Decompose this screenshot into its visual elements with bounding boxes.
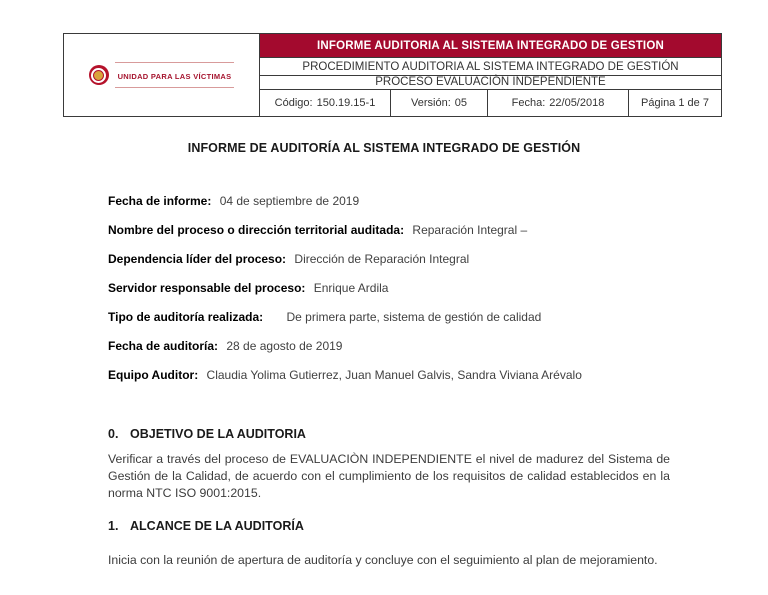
section-1-body: Inicia con la reunión de apertura de auditoría y concluye con el seguimiento al plan de mejoramiento. xyxy=(108,553,658,567)
codigo-value: 150.19.15-1 xyxy=(316,97,376,109)
field-value: De primera parte, sistema de gestión de calidad xyxy=(286,310,542,324)
field-servidor-responsable xyxy=(108,282,670,295)
header-right-section xyxy=(260,34,721,116)
field-value: 04 de septiembre de 2019 xyxy=(219,194,360,208)
procedimiento-row: PROCEDIMIENTO AUDITORIA AL SISTEMA INTEGRADO DE GESTIÓN xyxy=(260,58,721,76)
unidad-victimas-emblem-icon xyxy=(89,65,109,85)
field-label: Fecha de auditoría: xyxy=(108,339,219,353)
document-title: INFORME DE AUDITORÍA AL SISTEMA INTEGRADO DE GESTIÓN xyxy=(187,141,581,155)
header-table xyxy=(63,33,722,117)
field-dependencia-lider xyxy=(108,253,670,266)
brand-lockup xyxy=(115,62,235,88)
field-value: Dirección de Reparación Integral xyxy=(294,252,470,266)
codigo-label: Código: xyxy=(274,97,313,109)
section-0-heading xyxy=(108,427,306,441)
field-value: Claudia Yolima Gutierrez, Juan Manuel Galvis, Sandra Viviana Arévalo xyxy=(206,368,582,382)
field-tipo-auditoria xyxy=(108,311,670,324)
field-equipo-auditor xyxy=(108,369,670,382)
version-value: 05 xyxy=(454,97,467,109)
field-label: Tipo de auditoría realizada: xyxy=(108,310,264,324)
field-fecha-informe xyxy=(108,195,670,208)
section-1-heading xyxy=(108,519,304,533)
report-banner: INFORME AUDITORIA AL SISTEMA INTEGRADO DE GESTION xyxy=(260,34,721,58)
fecha-value: 22/05/2018 xyxy=(549,97,605,109)
section-title: ALCANCE DE LA AUDITORÍA xyxy=(130,519,304,533)
version-label: Versión: xyxy=(411,97,451,109)
pagina-cell xyxy=(629,90,721,116)
field-value: Reparación Integral – xyxy=(412,223,528,237)
field-label: Equipo Auditor: xyxy=(108,368,199,382)
field-label: Servidor responsable del proceso: xyxy=(108,281,306,295)
brand-name: UNIDAD PARA LAS VÍCTIMAS xyxy=(117,72,232,81)
codigo-cell xyxy=(260,90,391,116)
field-label: Dependencia líder del proceso: xyxy=(108,252,287,266)
section-number: 0. xyxy=(108,427,119,441)
section-0-body: Verificar a través del proceso de EVALUACIÒN INDEPENDIENTE el nivel de madurez del Sistema de Gestión de la Calidad, de acuerdo con el cumplimiento de los requisitos de calidad establecidos en la norma NTC ISO 9001:2015. xyxy=(108,452,670,500)
field-fecha-auditoria xyxy=(108,340,670,353)
field-nombre-proceso xyxy=(108,224,670,237)
field-label: Nombre del proceso o dirección territorial auditada: xyxy=(108,223,405,237)
pagina-value: Página 1 de 7 xyxy=(641,97,709,109)
section-number: 1. xyxy=(108,519,119,533)
proceso-row: PROCESO EVALUACIÒN INDEPENDIENTE xyxy=(260,76,721,90)
field-label: Fecha de informe: xyxy=(108,194,212,208)
section-title: OBJETIVO DE LA AUDITORIA xyxy=(130,427,306,441)
meta-row xyxy=(260,90,721,116)
version-cell xyxy=(391,90,488,116)
field-value: 28 de agosto de 2019 xyxy=(226,339,343,353)
logo-cell xyxy=(64,34,260,116)
field-value: Enrique Ardila xyxy=(313,281,389,295)
report-fields xyxy=(108,195,670,398)
fecha-cell xyxy=(488,90,629,116)
fecha-label: Fecha: xyxy=(511,97,546,109)
